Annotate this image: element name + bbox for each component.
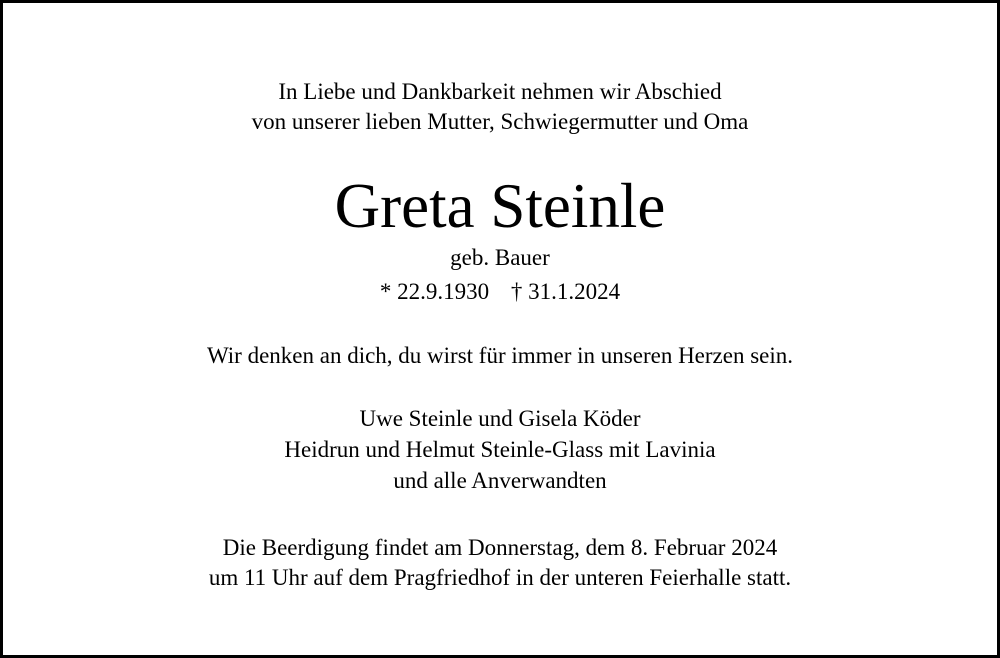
deceased-name: Greta Steinle <box>334 171 666 241</box>
birth-date: 22.9.1930 <box>397 279 490 304</box>
mourner-line-1: Uwe Steinle und Gisela Köder <box>359 406 641 431</box>
intro-line-1: In Liebe und Dankbarkeit nehmen wir Abschied <box>278 79 722 104</box>
funeral-line-2: um 11 Uhr auf dem Pragfriedhof in der unteren Feierhalle statt. <box>208 565 792 590</box>
intro-line-2: von unserer lieben Mutter, Schwiegermutter und Oma <box>251 109 749 134</box>
life-dates <box>3 277 997 307</box>
death-symbol: † <box>510 279 523 304</box>
birth-symbol: * <box>379 279 392 304</box>
death-date: 31.1.2024 <box>528 279 621 304</box>
birth-name: geb. Bauer <box>450 245 550 270</box>
mourner-line-3: und alle Anverwandten <box>393 468 607 493</box>
memorial-quote: Wir denken an dich, du wirst für immer in unseren Herzen sein. <box>206 343 794 368</box>
funeral-line-1: Die Beerdigung findet am Donnerstag, dem 8. Februar 2024 <box>222 535 778 560</box>
mourner-line-2: Heidrun und Helmut Steinle-Glass mit Lavinia <box>284 437 716 462</box>
